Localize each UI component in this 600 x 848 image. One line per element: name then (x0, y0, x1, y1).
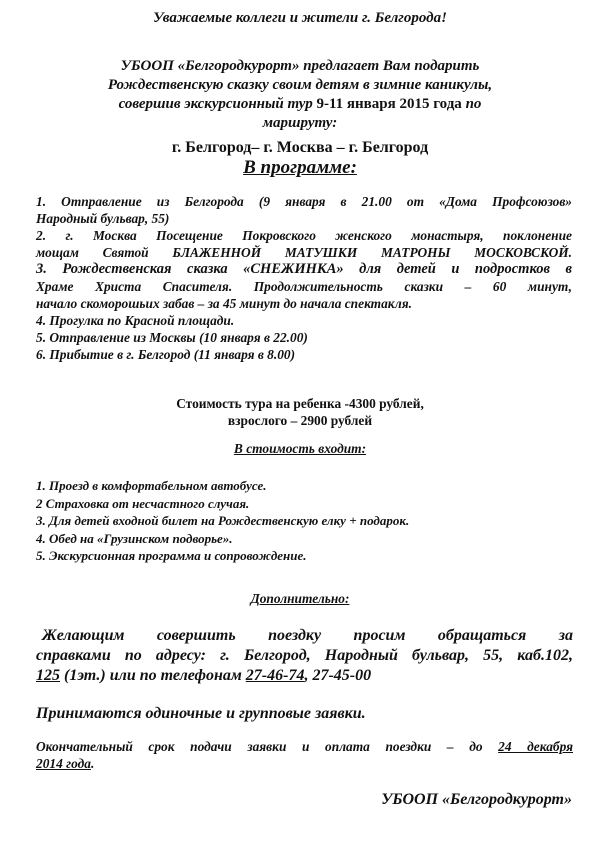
deadline-date-year: 2014 года (36, 756, 91, 771)
phone-separator: , (304, 667, 313, 684)
program-item-6: 6. Прибытие в г. Белгород (11 января в 8.00) (36, 347, 296, 362)
deadline-text: Окончательный срок подачи заявки и оплата поездки – до (36, 739, 499, 754)
contact-floor-text: (1эт.) или по телефонам (60, 667, 246, 684)
deadline-date-day: 24 декабря (498, 739, 574, 754)
applications-note: Принимаются одиночные и групповые заявки. (36, 705, 366, 722)
price-line-adult: взрослого – 2900 рублей (227, 413, 373, 428)
contact-paragraph (36, 626, 573, 686)
deadline-paragraph (36, 738, 573, 772)
program-item-3-cont: Храме Христа Спасителя. Продолжительность сказки – 60 минут, (36, 279, 572, 294)
tour-dates: 9-11 января 2015 года (316, 96, 466, 112)
intro-line-3-tail: по (465, 96, 482, 112)
greeting: Уважаемые коллеги и жители г. Белгорода! (153, 10, 447, 26)
program-item-5: 5. Отправление из Москвы (10 января в 22.00) (36, 330, 308, 345)
deadline-end: . (90, 756, 95, 771)
program-item-4: 4. Прогулка по Красной площади. (36, 313, 235, 328)
included-item-3: 3. Для детей входной билет на Рождественскую елку + подарок. (36, 513, 410, 528)
deadline-line-1 (36, 738, 573, 755)
program-item-3-cont2: начало скоморошьих забав – за 45 минут до начала спектакля. (36, 296, 412, 311)
intro-line-4: маршруту: (262, 115, 338, 131)
intro-line-3-text: совершив экскурсионный тур (118, 96, 317, 112)
program-item-2: 2. г. Москва Посещение Покровского женского монастыря, поклонение (36, 228, 572, 243)
program-item-3: 3. Рождественская сказка «СНЕЖИНКА» для детей и подростков в (36, 261, 572, 277)
program-list (36, 193, 572, 363)
intro-line-1: УБООП «Белгородкурорт» предлагает Вам подарить (120, 58, 480, 74)
contact-line-3 (36, 666, 573, 686)
included-item-1: 1. Проезд в комфортабельном автобусе. (36, 478, 267, 493)
contact-line-1: Желающим совершить поездку просим обращаться за (42, 627, 573, 644)
included-item-4: 4. Обед на «Грузинском подворье». (36, 530, 233, 546)
included-item-5: 5. Экскурсионная программа и сопровождение. (36, 548, 307, 563)
intro-line-3 (0, 95, 600, 114)
additional-heading: Дополнительно: (250, 591, 350, 606)
program-item-1-cont: Народный бульвар, 55) (36, 211, 170, 226)
intro-paragraph (0, 57, 600, 133)
phone-2[interactable]: 27-45-00 (312, 667, 372, 684)
contact-line-2: справками по адресу: г. Белгород, Народный бульвар, 55, каб.102, (36, 647, 573, 664)
route: г. Белгород– г. Москва – г. Белгород (171, 139, 429, 156)
deadline-line-2 (36, 755, 573, 772)
price-line-child: Стоимость тура на ребенка -4300 рублей, (176, 396, 424, 411)
included-heading: В стоимость входит: (233, 441, 367, 456)
intro-line-2: Рождественскую сказку своим детям в зимние каникулы, (107, 77, 493, 93)
signature: УБООП «Белгородкурорт» (381, 791, 572, 808)
included-item-2: 2 Страховка от несчастного случая. (36, 495, 250, 511)
included-list (36, 477, 572, 565)
price-block (0, 395, 600, 429)
program-item-2-cont: мощам Святой БЛАЖЕННОЙ МАТУШКИ МАТРОНЫ МОСКОВСКОЙ. (36, 245, 572, 260)
program-heading: В программе: (243, 157, 357, 178)
phone-1[interactable]: 27-46-74 (245, 667, 305, 684)
program-item-1: 1. Отправление из Белгорода (9 января в 21.00 от «Дома Профсоюзов» (36, 194, 572, 209)
room-number: 125 (36, 667, 60, 684)
